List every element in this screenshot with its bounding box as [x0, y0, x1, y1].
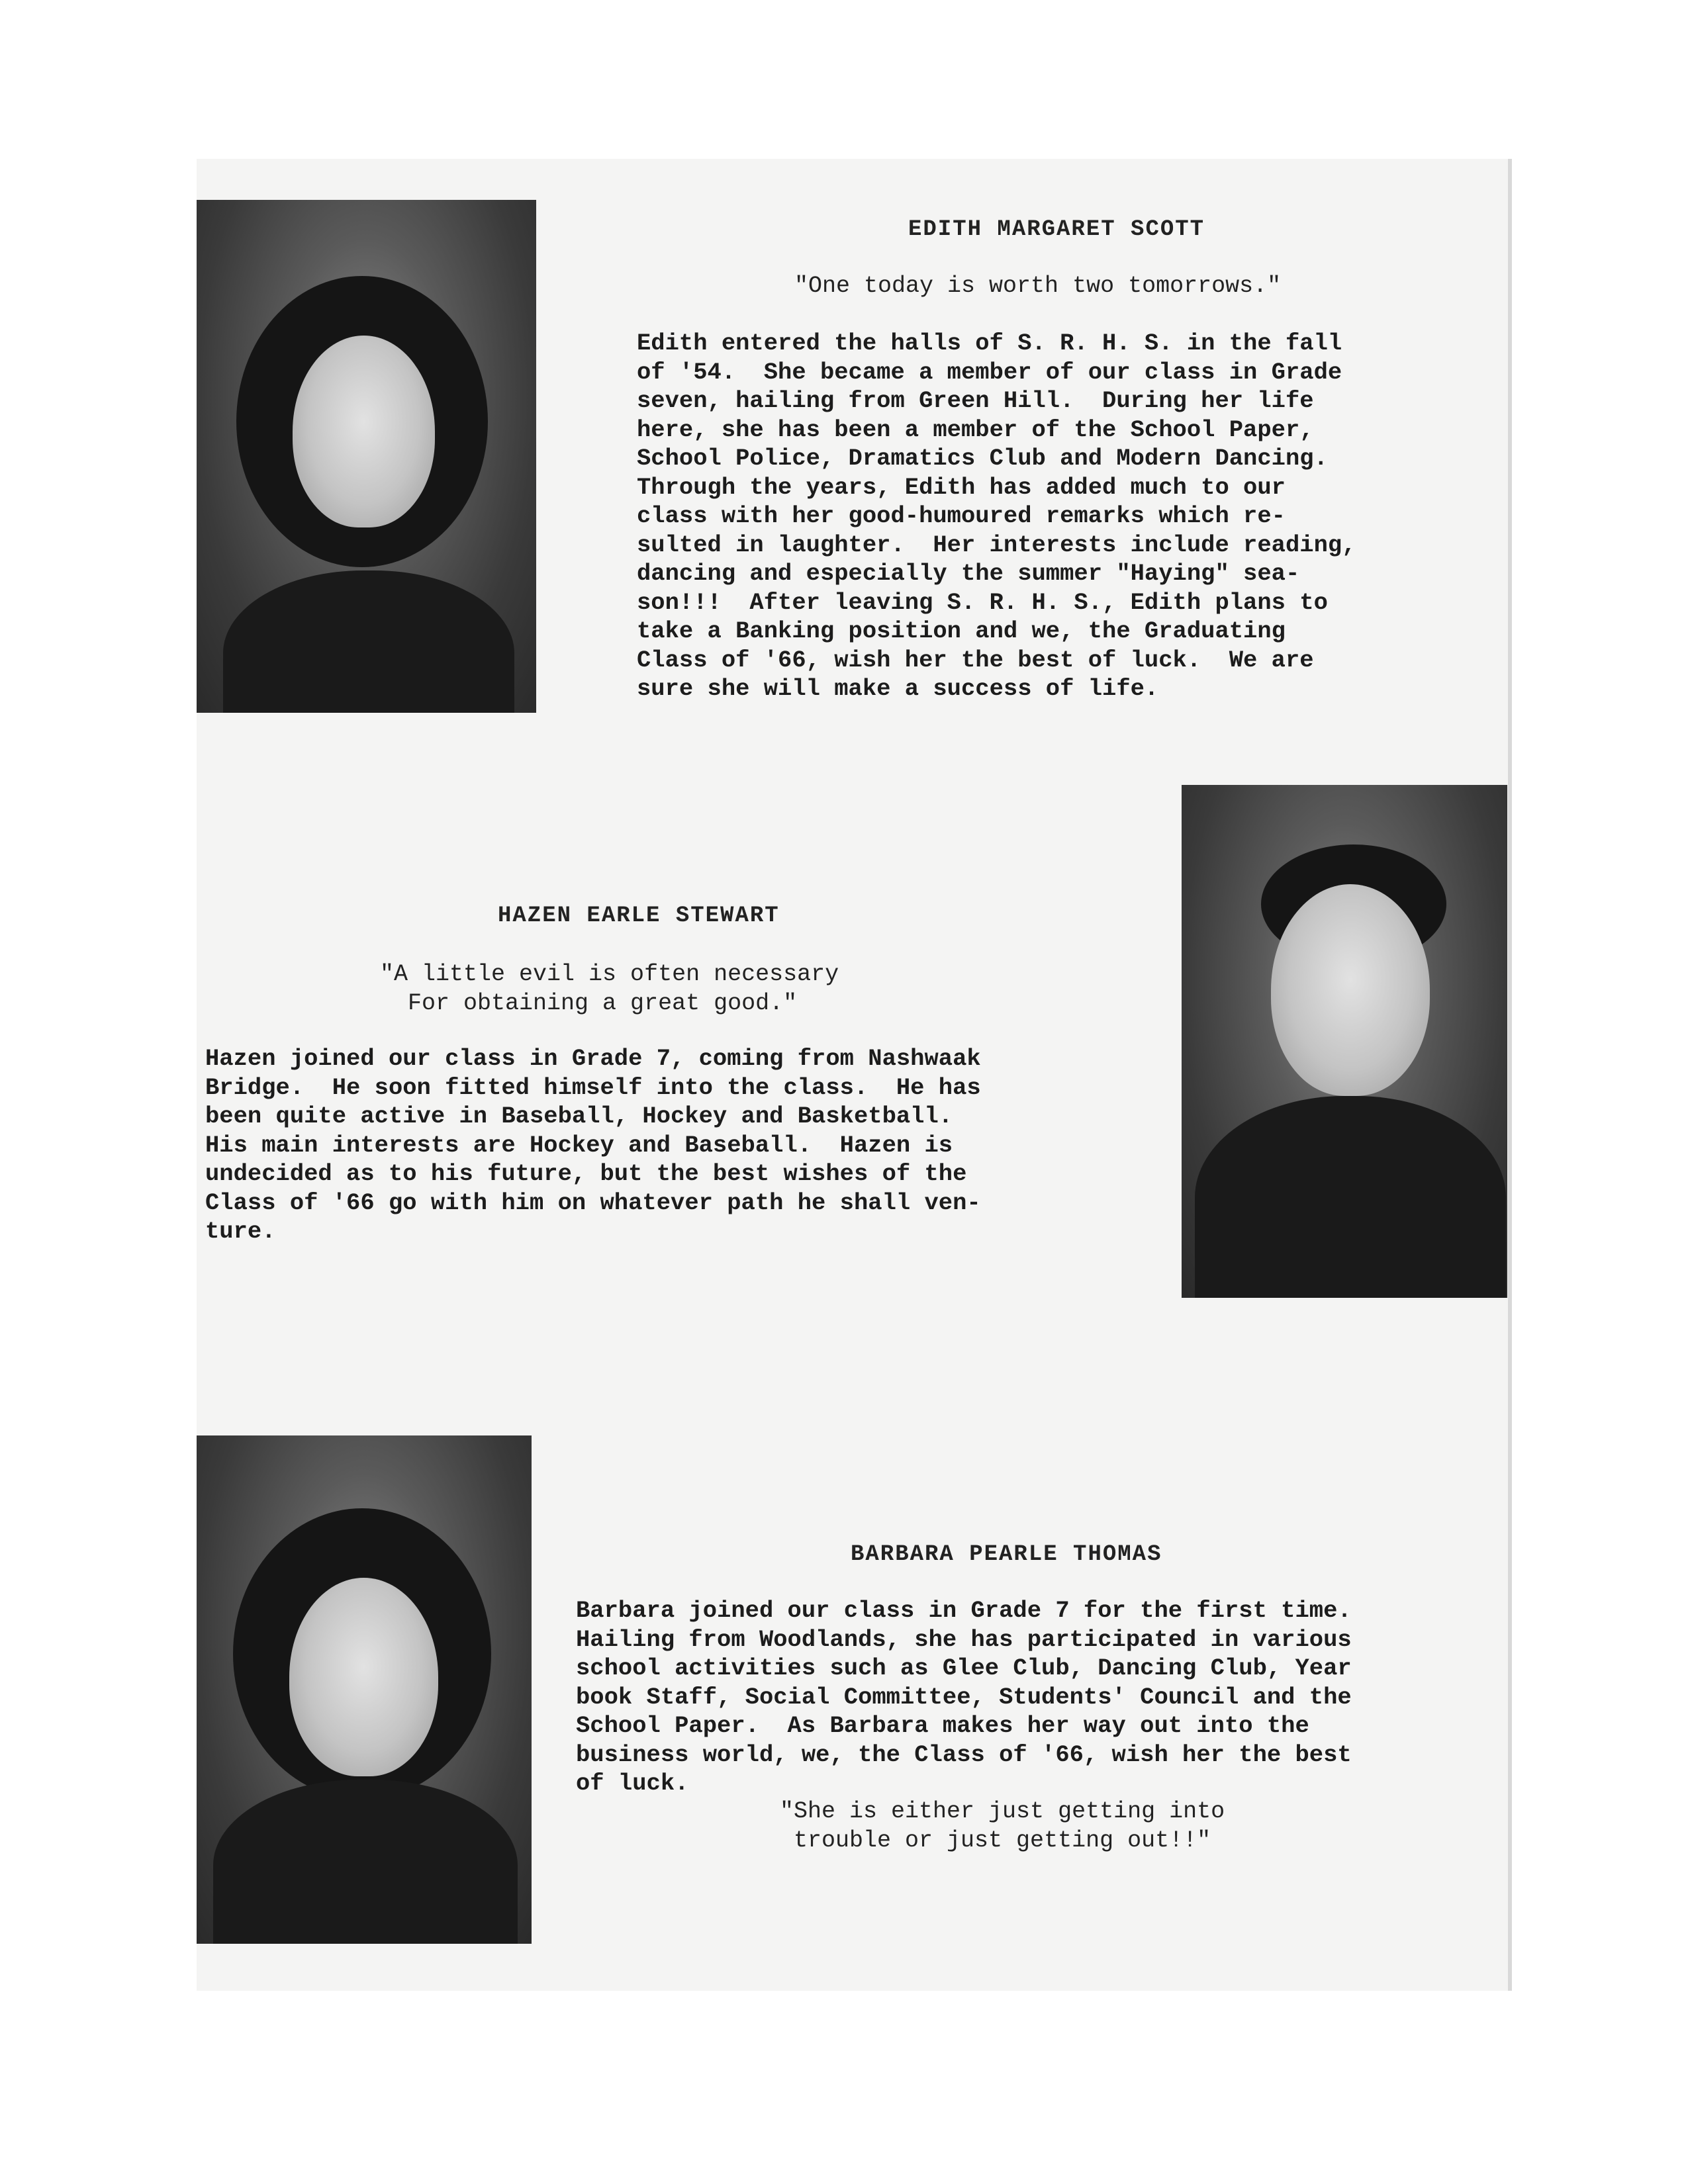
hazen-biography: Hazen joined our class in Grade 7, coming from Nashwaak Bridge. He soon fitted himself into the class. He has been quite active in Baseball, Hockey and Basketball. His main interests are Hockey and Baseball. Hazen is undecided as to his future, but the best wishes of the Class of '66 go with him on whatever path he shall ven- ture.	[205, 1045, 981, 1245]
edith-quote: "One today is worth two tomorrows."	[794, 273, 1282, 299]
hazen-quote: "A little evil is often necessary For obtaining a great good."	[380, 961, 839, 1017]
barbara-name-heading: BARBARA PEARLE THOMAS	[851, 1542, 1162, 1567]
barbara-portrait-photo	[197, 1435, 532, 1944]
hazen-name-heading: HAZEN EARLE STEWART	[498, 903, 780, 929]
yearbook-page	[197, 159, 1512, 1991]
hazen-portrait-photo	[1182, 785, 1507, 1298]
barbara-quote: "She is either just getting into trouble or just getting out!!"	[780, 1798, 1225, 1854]
edith-name-heading: EDITH MARGARET SCOTT	[908, 217, 1205, 242]
edith-portrait-photo	[197, 200, 536, 713]
barbara-biography: Barbara joined our class in Grade 7 for the first time. Hailing from Woodlands, she has participated in various school activities such as Glee Club, Dancing Club, Year book Staff, Social Committee, Students' Council and the School Paper. As Barbara makes her way out into the business world, we, the Class of '66, wish her the best of luck.	[576, 1597, 1352, 1797]
edith-biography: Edith entered the halls of S. R. H. S. in the fall of '54. She became a member of our class in Grade seven, hailing from Green Hill. During her life here, she has been a member of the School Paper, School Police, Dramatics Club and Modern Dancing. Through the years, Edith has added much to our class with her good-humoured remarks which re- sulted in laughter. Her interests include reading, dancing and especially the summer "Haying" sea- son!!! After leaving S. R. H. S., Edith plans to take a Banking position and we, the Graduating Class of '66, wish her the best of luck. We are sure she will make a success of life.	[637, 330, 1356, 702]
